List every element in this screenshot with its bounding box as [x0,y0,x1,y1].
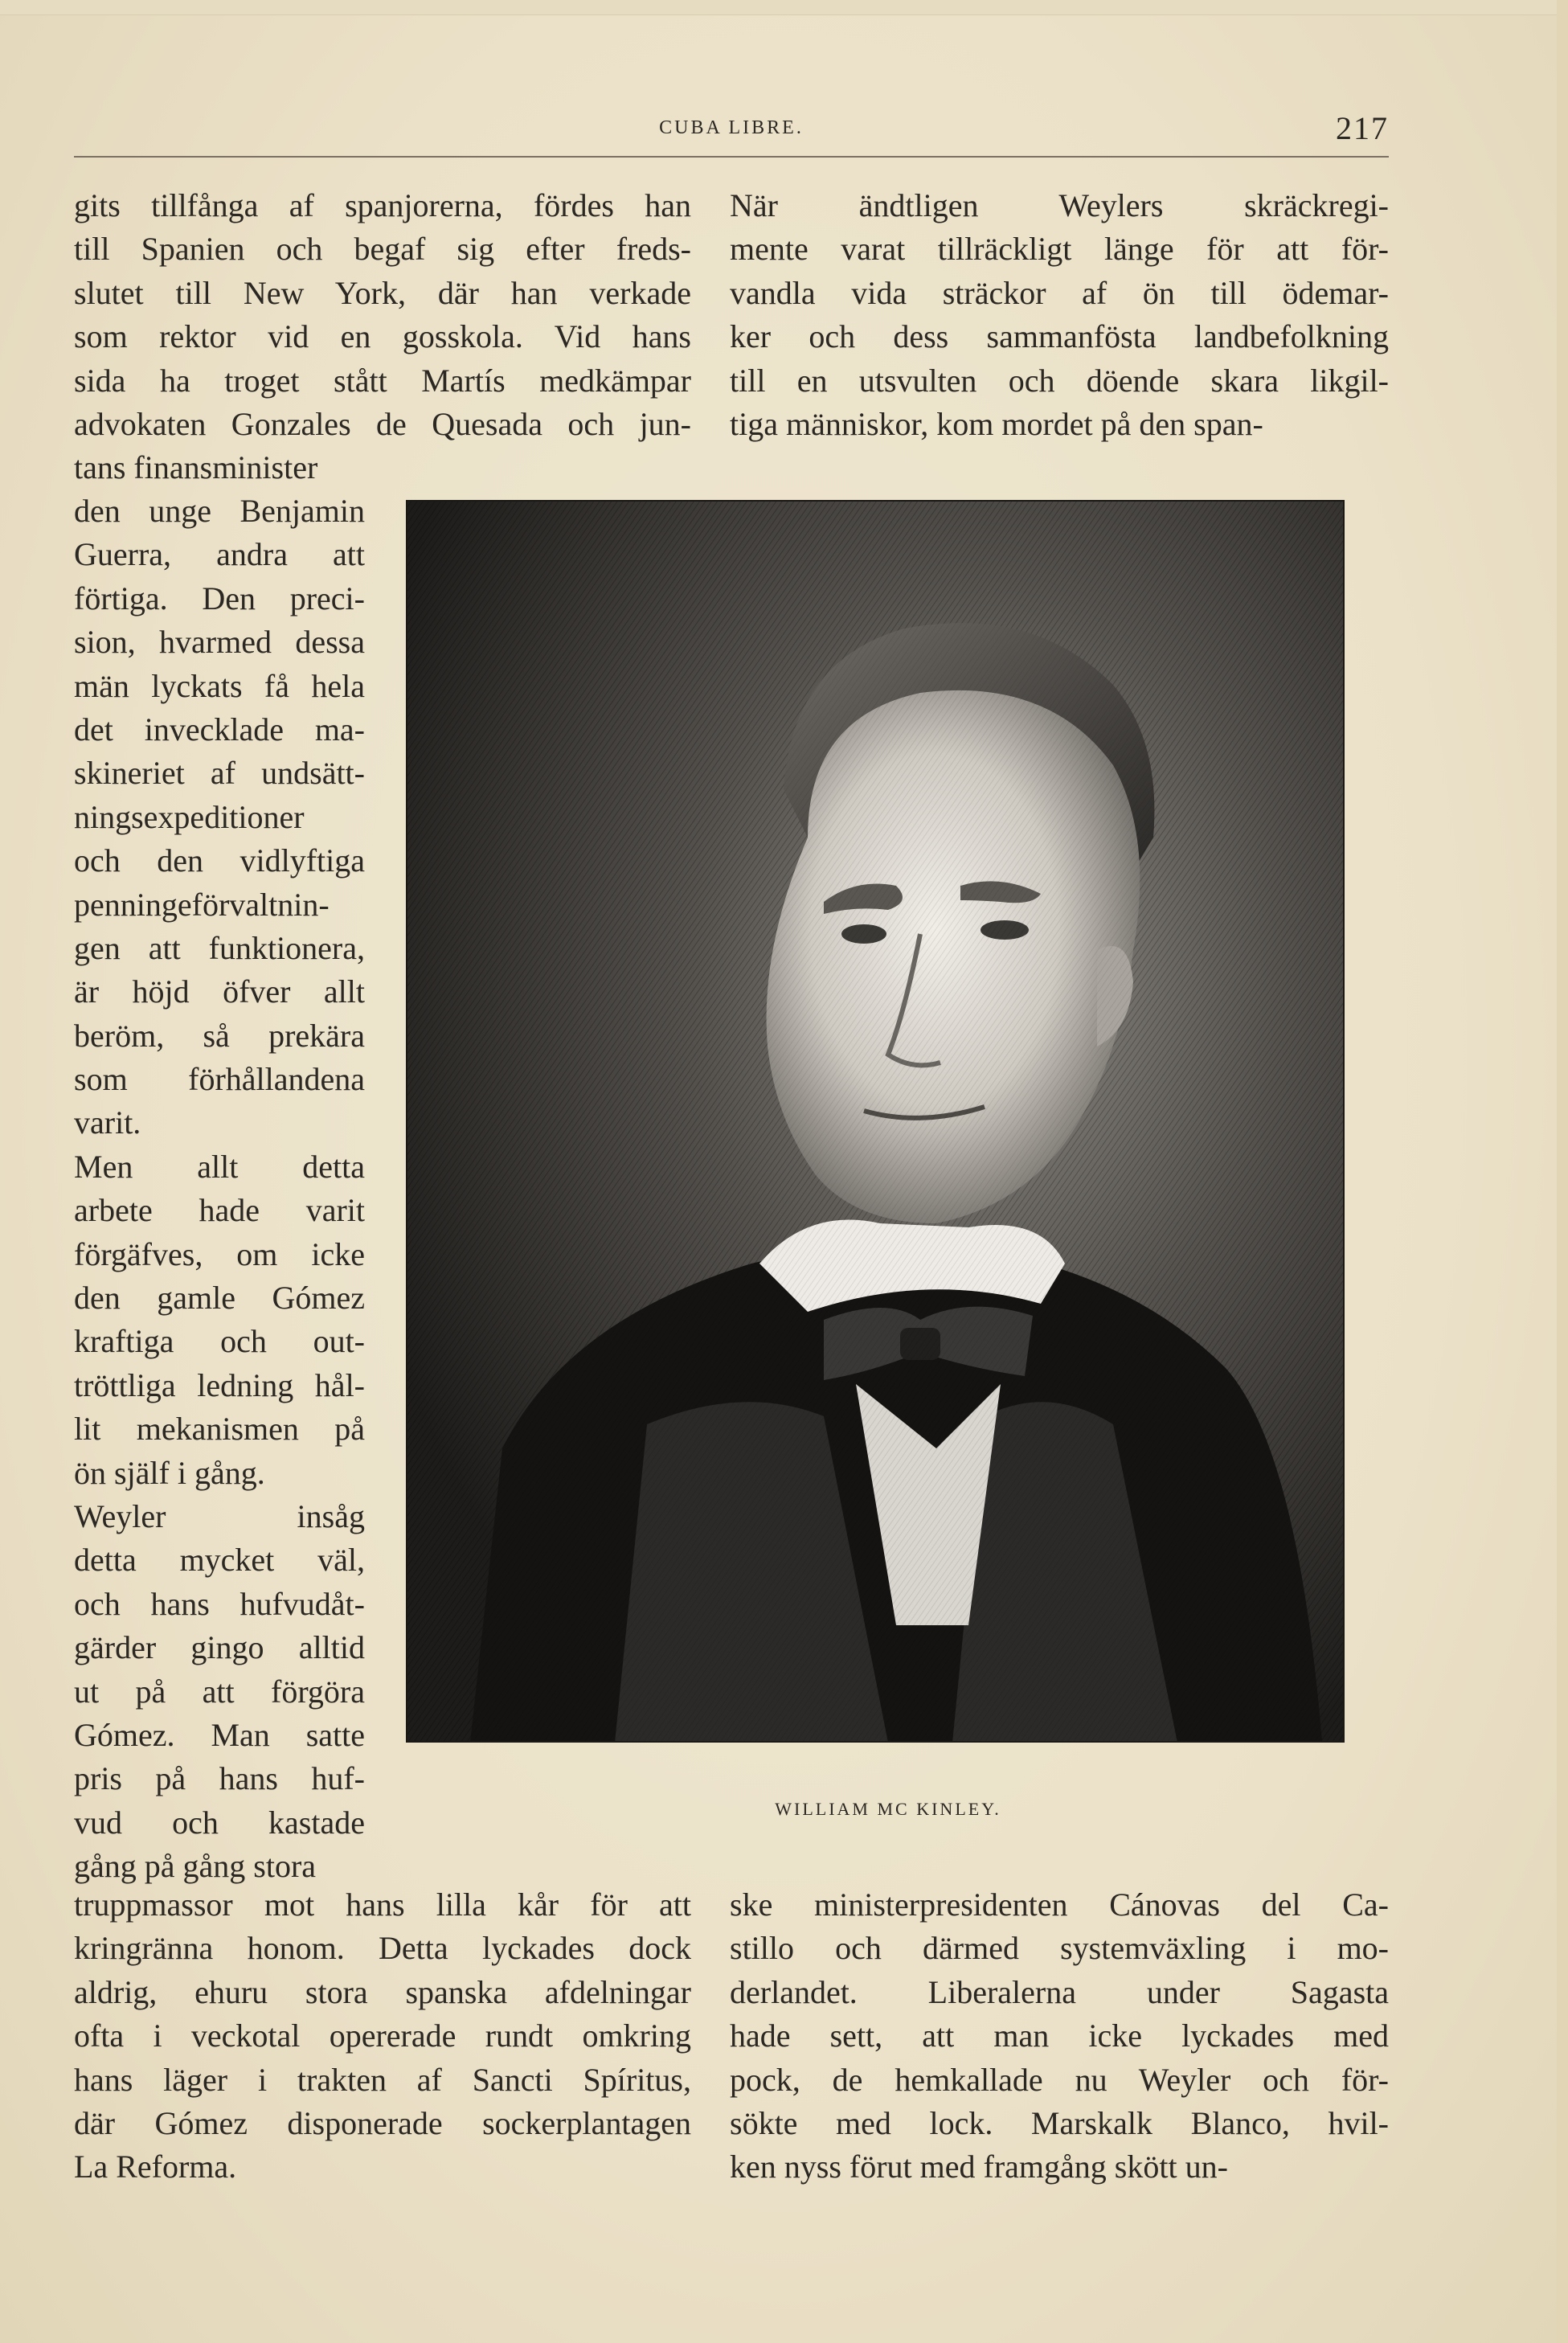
text-line: det invecklade ma- [74,711,365,748]
text-line: är höjd öfver allt [74,973,365,1010]
left-column-narrow-text [74,489,365,1889]
text-line: ut på att förgöra [74,1673,365,1710]
text-line: till en utsvulten och döende skara likgil- [730,362,1389,399]
text-line: pock, de hemkallade nu Weyler och för- [730,2061,1389,2098]
text-line: gits tillfånga af spanjorerna, fördes han [74,187,691,223]
text-line: sida ha troget stått Martís medkämpar [74,362,691,399]
text-line: lit mekanismen på [74,1411,365,1448]
portrait-engraving [406,500,1345,1743]
text-line: ker och dess sammanfösta landbefolkning [730,318,1389,355]
text-line: beröm, så prekära [74,1017,365,1054]
text-line: ön själf i gång. [74,1454,265,1491]
text-line: gång på gång stora [74,1848,317,1885]
text-line: sökte med lock. Marskalk Blanco, hvil- [730,2104,1389,2141]
running-title: CUBA LIBRE. [659,117,804,138]
text-line: gärder gingo alltid [74,1629,365,1666]
text-line: hade sett, att man icke lyckades med [730,2017,1389,2054]
text-line: ske ministerpresidenten Cánovas del Ca- [730,1886,1389,1923]
text-line: Gómez. Man satte [74,1716,365,1753]
text-line: När ändtligen Weylers skräckregi- [730,187,1389,223]
text-line: där Gómez disponerade sockerplantagen [74,2104,691,2141]
text-line: som rektor vid en gosskola. Vid hans [74,318,691,355]
text-line: Guerra, andra att [74,536,365,573]
running-header [74,110,1389,154]
text-line: sion, hvarmed dessa [74,624,365,661]
page-right-edge [1557,0,1568,2343]
text-line: aldrig, ehuru stora spanska afdelningar [74,1973,691,2010]
text-line: och hans hufvudåt- [74,1585,365,1622]
text-line: ken nyss förut med framgång skött un- [730,2148,1228,2185]
right-column-top-text [730,184,1389,446]
text-line: detta mycket väl, [74,1542,365,1579]
text-line: stillo och därmed systemväxling i mo- [730,1930,1389,1967]
text-line: hans läger i trakten af Sancti Spíritus, [74,2061,691,2098]
text-line: Men allt detta [74,1148,365,1185]
page-top-edge [0,0,1568,15]
text-line: tiga människor, kom mordet på den span- [730,405,1263,442]
text-line: den gamle Gómez [74,1280,365,1317]
header-rule [74,156,1389,158]
text-line: derlandet. Liberalerna under Sagasta [730,1973,1389,2010]
text-line: Weyler insåg [74,1497,365,1534]
text-line: La Reforma. [74,2148,237,2185]
page-number: 217 [1336,110,1389,146]
text-line: förtiga. Den preci- [74,580,365,616]
text-line: mente varat tillräckligt länge för att för- [730,231,1389,268]
text-line: till Spanien och begaf sig efter freds- [74,231,691,268]
text-line: ningsexpeditioner [74,798,305,835]
illustration-caption: WILLIAM MC KINLEY. [775,1799,1001,1819]
text-line: ofta i veckotal opererade rundt omkring [74,2017,691,2054]
text-line: vud och kastade [74,1804,365,1841]
text-line: den unge Benjamin [74,493,365,529]
text-line: arbete hade varit [74,1192,365,1229]
text-line: kringränna honom. Detta lyckades dock [74,1930,691,1967]
text-line: skineriet af undsätt- [74,755,365,792]
text-line: slutet till New York, där han verkade [74,274,691,311]
text-line: kraftiga och out- [74,1323,365,1360]
text-line: tans finansminister [74,449,318,486]
text-line: varit. [74,1104,141,1141]
text-line: penningeförvaltnin- [74,886,330,923]
text-line: truppmassor mot hans lilla kår för att [74,1886,691,1923]
text-line: och den vidlyftiga [74,842,365,879]
portrait-illustration [406,500,1345,1743]
text-line: vandla vida sträckor af ön till ödemar- [730,274,1389,311]
text-line: tröttliga ledning hål- [74,1366,365,1403]
text-line: förgäfves, om icke [74,1235,365,1272]
left-column-top-text [74,184,691,490]
text-line: gen att funktionera, [74,929,365,966]
right-column-bottom-text [730,1883,1389,2189]
text-line: advokaten Gonzales de Quesada och jun- [74,405,691,442]
text-line: män lyckats få hela [74,667,365,704]
text-line: som förhållandena [74,1061,365,1098]
left-column-bottom-text [74,1883,691,2189]
text-line: pris på hans huf- [74,1760,365,1797]
